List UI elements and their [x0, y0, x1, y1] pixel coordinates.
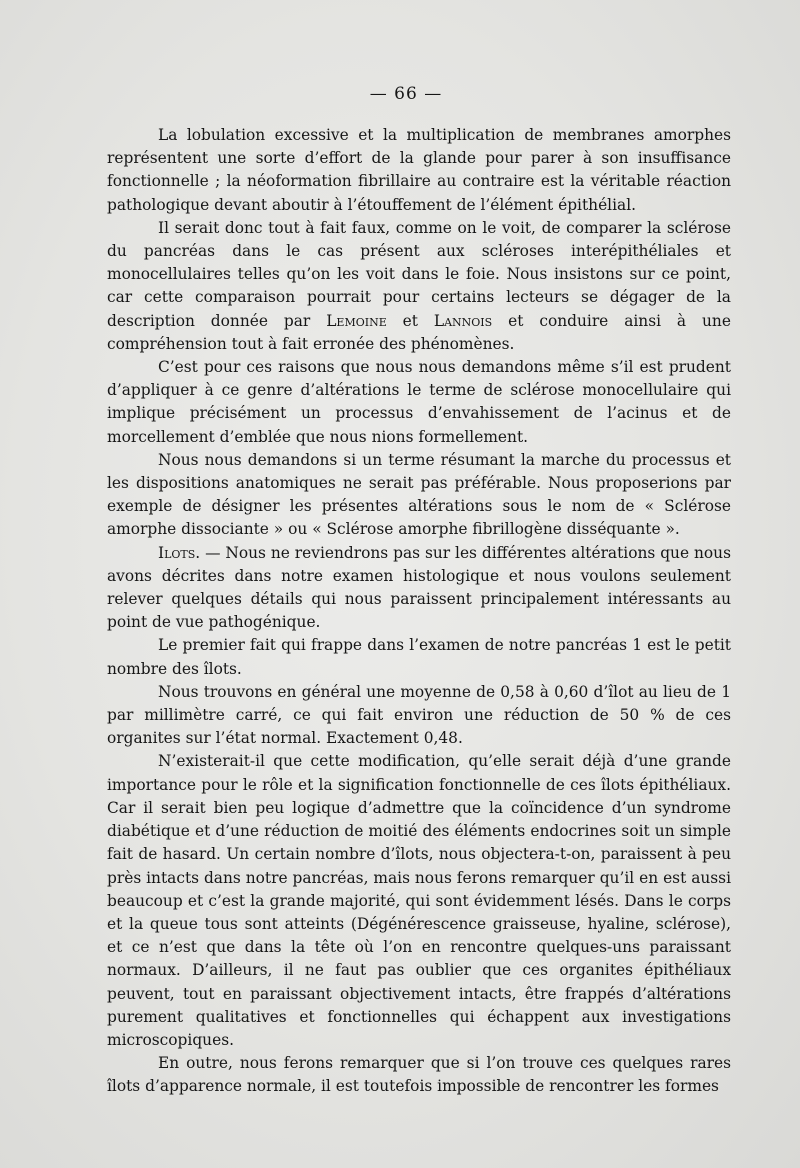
paragraph-2-text: Il serait donc tout à fait faux, comme on le voit, de comparer la sclérose du pancréas dans le cas présent aux scléroses interépithéliales et monocellulaires telles qu’on les voit dans le foie. Nous insistons sur ce point, car cette comparaison pourrait pour certains lecteurs se dégager de la description donnée par: [107, 218, 731, 330]
paragraph-2: [107, 217, 731, 356]
paragraph-9: [107, 1052, 731, 1098]
author-name-lannois: Lannois: [433, 311, 493, 330]
paragraph-5: [107, 542, 731, 635]
author-name-lemoine: Lemoine: [326, 311, 387, 330]
paragraph-6: [107, 634, 731, 680]
paragraph-4: [107, 449, 731, 542]
paragraph-2-conjunction: et: [402, 311, 418, 330]
paragraph-7-text: Nous trouvons en général une moyenne de 0,58 à 0,60 d’îlot au lieu de 1 par millimètre carré, ce qui fait environ une réduction de 50 % de ces organites sur l’état normal. Exactement 0,48.: [107, 682, 731, 748]
paragraph-3: [107, 356, 731, 449]
paragraph-3-text: C’est pour ces raisons que nous nous demandons même s’il est prudent d’appliquer à ce genre d’altérations le terme de sclérose monocellulaire qui implique précisément un processus d’envahissement de l’acinus et de morcellement d’emblée que nous nions formellement.: [107, 358, 731, 446]
paragraph-5-text: — Nous ne reviendrons pas sur les différentes altérations que nous avons décrites dans notre examen histologique et nous voulons seulement relever quelques détails qui nous paraissent principalement intéressants au point de vue pathogénique.: [107, 543, 731, 632]
paragraph-8-text: N’existerait-il que cette modification, qu’elle serait déjà d’une grande importance pour le rôle et la signification fonctionnelle de ces îlots épithéliaux. Car il serait bien peu logique d’admettre que la coïncidence d’un syndrome diabétique et d’une réduction de moitié des éléments endocrines soit un simple fait de hasard. Un certain nombre d’îlots, nous objectera-t-on, paraissent à peu près intacts dans notre pancréas, mais nous ferons remarquer qu’il en est aussi beaucoup et c’est la grande majorité, qui sont évidemment lésés. Dans le corps et la queue tous sont atteints (Dégénérescence graisseuse, hyaline, sclérose), et ce n’est que dans la tête où l’on en rencontre quelques-uns paraissant normaux. D’ailleurs, il ne faut pas oublier que ces organites épithéliaux peuvent, tout en paraissant objectivement intacts, être frappés d’altérations purement qualitatives et fonctionnelles qui échappent aux investigations microscopiques.: [107, 752, 731, 1049]
paragraph-1: [107, 124, 731, 217]
paragraph-1-text: La lobulation excessive et la multiplication de membranes amorphes représentent une sorte d’effort de la glande pour parer à son insuffisance fonctionnelle ; la néoformation fibrillaire au contraire est la véritable réaction pathologique devant aboutir à l’étouffement de l’élément épithélial.: [107, 126, 731, 214]
paragraph-9-text: En outre, nous ferons remarquer que si l’on trouve ces quelques rares îlots d’apparence normale, il est toutefois impossible de rencontrer les formes: [107, 1054, 731, 1096]
paragraph-7: [107, 681, 731, 751]
paragraph-2-rest: et conduire ainsi à une compréhension tout à fait erronée des phénomènes.: [107, 311, 731, 353]
paragraph-4-text: Nous nous demandons si un terme résumant la marche du processus et les dispositions anatomiques ne serait pas préférable. Nous proposerions par exemple de désigner les présentes altérations sous le nom de « Sclérose amorphe dissociante » ou « Sclérose amorphe fibrillogène disséquante ».: [107, 450, 731, 539]
page-number: — 66 —: [369, 84, 443, 104]
body-text: [107, 124, 731, 1099]
section-lead-ilots: Ilots.: [158, 543, 201, 562]
paragraph-6-text: Le premier fait qui frappe dans l’examen de notre pancréas 1 est le petit nombre des îlots.: [107, 636, 731, 678]
paragraph-8: [107, 750, 731, 1052]
